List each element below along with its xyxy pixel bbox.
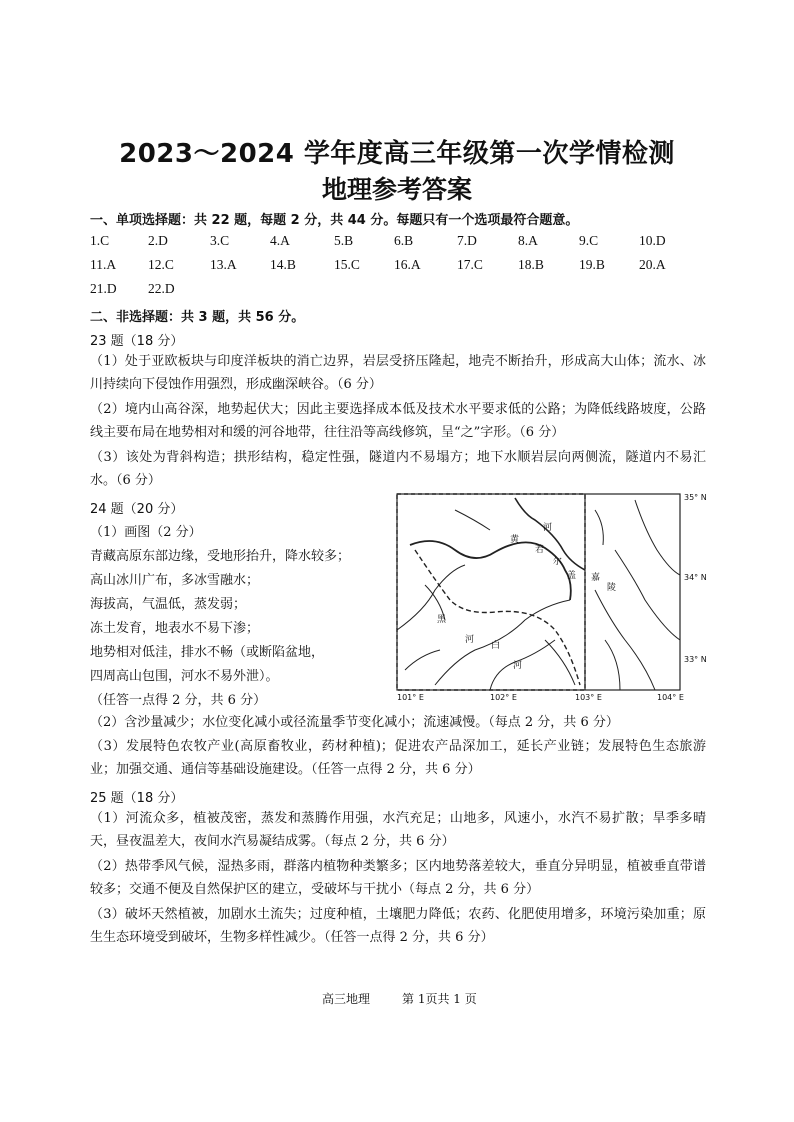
footer-subject: 高三地理 — [322, 992, 371, 1006]
answer-item: 11.A — [90, 257, 117, 272]
river-label: 陵 — [607, 583, 617, 593]
answer-item: 5.B — [334, 233, 354, 248]
answer-item: 16.A — [394, 257, 421, 272]
q24-header: 24 题（20 分） — [90, 502, 184, 517]
answer-item: 18.B — [518, 257, 544, 272]
lat-label: 34° N — [684, 573, 707, 582]
answer-item: 4.A — [270, 233, 290, 248]
answer-item: 6.B — [394, 233, 414, 248]
lon-label: 104° E — [657, 693, 684, 702]
lat-label: 33° N — [684, 655, 707, 664]
q25-answer-1: （1）河流众多，植被茂密，蒸发和蒸腾作用强，水汽充足；山地多，风速小，水汽不易扩散；旱季多晴天，昼夜温差大，夜间水汽易凝结成雾。（每点 2 分，共 6 分） — [90, 811, 706, 849]
section1-heading: 一、单项选择题：共 22 题，每题 2 分，共 44 分。每题只有一个选项最符合题意。 — [90, 213, 579, 228]
river-label: 河 — [513, 661, 523, 671]
answer-item: 20.A — [639, 257, 666, 272]
footer-page: 第 1页共 1 页 — [402, 992, 477, 1006]
q25-answer-3: （3）破坏天然植被，加剧水土流失；过度种植，土壤肥力降低；农药、化肥使用增多，环境污染加重；原生生态环境受到破坏，生物多样性减少。（任答一点得 2 分，共 6 分） — [90, 907, 706, 945]
answer-item: 12.C — [148, 257, 174, 272]
q24-line: 四周高山包围，河水不易外泄）。 — [90, 669, 279, 684]
lon-label: 102° E — [490, 693, 517, 702]
section2-heading: 二、非选择题：共 3 题，共 56 分。 — [90, 310, 305, 325]
q25-answer-2: （2）热带季风气候，湿热多雨，群落内植物种类繁多；区内地势落差较大，垂直分异明显，植被垂直带谱较多；交通不便及自然保护区的建立，受破坏与干扰小（每点 2 分，共 6 分） — [90, 859, 706, 897]
page-subtitle: 地理参考答案 — [321, 175, 472, 204]
river-label: 黄 — [510, 535, 520, 545]
answer-item: 21.D — [90, 281, 117, 296]
answer-item: 19.B — [579, 257, 605, 272]
q23-answer-1: （1）处于亚欧板块与印度洋板块的消亡边界，岩层受挤压隆起，地壳不断抬升，形成高大山体；流水、冰川持续向下侵蚀作用强烈，形成幽深峡谷。（6 分） — [90, 354, 706, 392]
river-map — [395, 490, 707, 704]
q23-answer-2: （2）境内山高谷深，地势起伏大；因此主要选择成本低及技术水平要求低的公路；为降低线路坡度，公路线主要布局在地势相对和缓的河谷地带，往往沿等高线修筑，呈“之”字形。（6 分） — [90, 402, 706, 440]
answer-item: 9.C — [579, 233, 599, 248]
river-label: 河 — [543, 523, 553, 533]
river-label: 河 — [465, 635, 475, 645]
q24-line: 冻土发育，地表水不易下渗； — [90, 621, 260, 636]
q24-line: 青藏高原东部边缘，受地形抬升，降水较多； — [90, 549, 351, 564]
q25-header: 25 题（18 分） — [90, 791, 184, 806]
river-map-svg — [395, 490, 707, 702]
q24-answer-3: （3）发展特色农牧产业(高原畜牧业，药材种植)；促进农产品深加工，延长产业链；发展特色生态旅游业；加强交通、通信等基础设施建设。（任答一点得 2 分，共 6 分） — [90, 739, 706, 777]
q24-line: 地势相对低洼，排水不畅（或断陷盆地， — [90, 645, 325, 660]
answer-item: 1.C — [90, 233, 110, 248]
river-label: 嘉 — [591, 573, 601, 583]
answer-item: 17.C — [457, 257, 483, 272]
lon-label: 103° E — [575, 693, 602, 702]
page-title: 2023～2024 学年度高三年级第一次学情检测 — [119, 139, 675, 169]
q24-line: （1）画图（2 分） — [90, 525, 202, 540]
lat-label: 35° N — [684, 493, 707, 502]
q24-line: 海拔高，气温低，蒸发弱； — [90, 597, 247, 612]
river-label: 白 — [491, 641, 501, 651]
answer-item: 10.D — [639, 233, 666, 248]
answer-item: 8.A — [518, 233, 538, 248]
lon-label: 101° E — [397, 693, 424, 702]
answer-item: 22.D — [148, 281, 175, 296]
river-label: 若 — [535, 545, 545, 555]
river-label: 盖 — [567, 571, 577, 581]
answer-item: 2.D — [148, 233, 168, 248]
river-label: 黑 — [437, 615, 447, 625]
q24-line: 高山冰川广布，多冰雪融水； — [90, 573, 260, 588]
answer-item: 7.D — [457, 233, 477, 248]
q24-answer-2: （2）含沙量减少；水位变化减小或径流量季节变化减小；流速减慢。（每点 2 分，共 6 分） — [90, 715, 619, 730]
river-label: 尔 — [553, 557, 563, 567]
answer-item: 14.B — [270, 257, 296, 272]
answer-item: 13.A — [210, 257, 237, 272]
answer-item: 15.C — [334, 257, 360, 272]
answer-item: 3.C — [210, 233, 230, 248]
q23-header: 23 题（18 分） — [90, 334, 184, 349]
q23-answer-3: （3）该处为背斜构造；拱形结构，稳定性强，隧道内不易塌方；地下水顺岩层向两侧流，隧道内不易汇水。（6 分） — [90, 450, 706, 488]
q24-line: （任答一点得 2 分，共 6 分） — [90, 693, 267, 708]
